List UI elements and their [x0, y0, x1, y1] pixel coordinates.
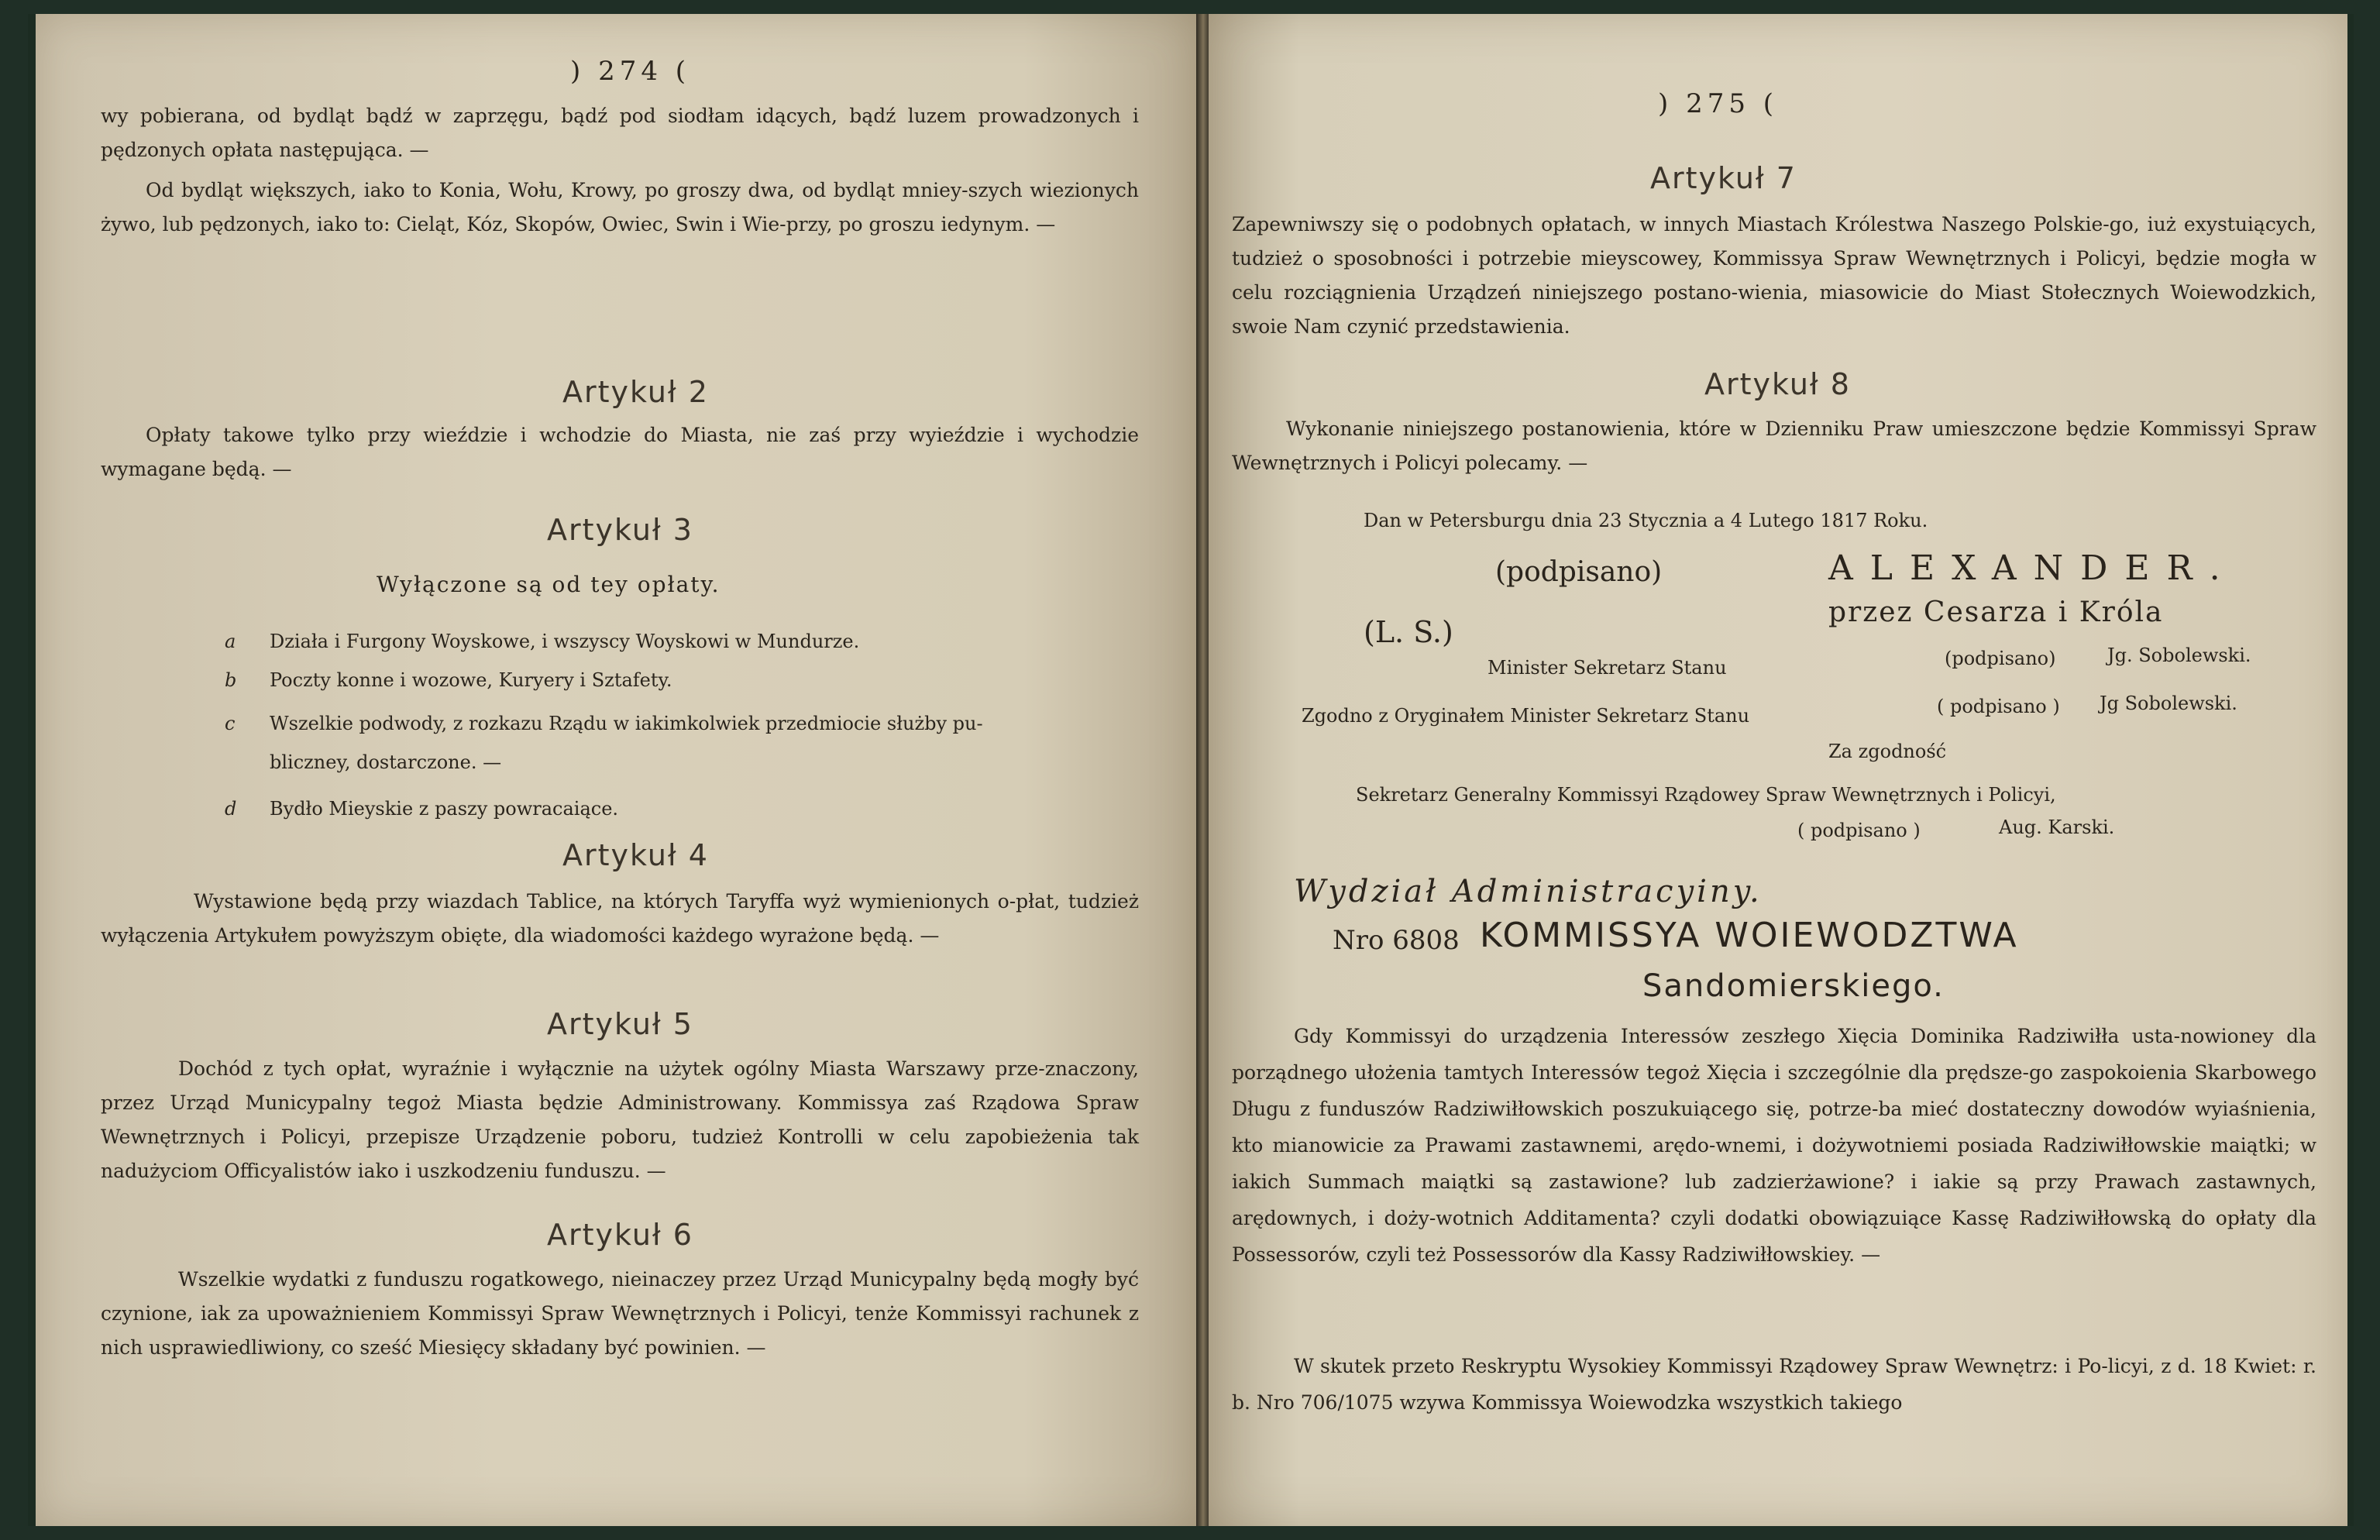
signature-alexander: ALEXANDER.	[1828, 548, 2237, 588]
list-item-text: Działa i Furgony Woyskowe, i wszyscy Woyskowi w Mundurze.	[270, 631, 860, 652]
article-heading: Artykuł 7	[1650, 161, 1797, 195]
za-zgodnosc: Za zgodność	[1828, 741, 1947, 762]
list-item-text: Bydło Mieyskie z paszy powracaiące.	[270, 798, 619, 820]
article-heading: Artykuł 5	[547, 1007, 693, 1041]
list-item	[225, 793, 618, 824]
paragraph: Zapewniwszy się o podobnych opłatach, w innych Miastach Królestwa Naszego Polskie-go, iuż exystuiących, tudzież o sposobności i potrzebie mieyscowey, Kommissya Spraw Wewnętrznych i Policyi, będzie mogła w celu rozciągnienia Urządzeń niniejszego postano-wienia, miasowicie do Miast Stołecznych Woiewodzkich, swoie Nam czynić przedstawienia.	[1232, 213, 2316, 338]
document-subtitle: Sandomierskiego.	[1642, 968, 1945, 1004]
list-item	[225, 665, 672, 696]
article-heading: Artykuł 6	[547, 1218, 693, 1252]
minister-title: Minister Sekretarz Stanu	[1488, 657, 1727, 679]
paragraph: Wykonanie niniejszego postanowienia, które w Dzienniku Praw umieszczone będzie Kommissyi Spraw Wewnętrznych i Policyi polecamy. —	[1232, 418, 2316, 474]
paragraph: Wszelkie wydatki z funduszu rogatkowego, nieinaczey przez Urząd Municypalny będą mogły być czynione, iak za upoważnieniem Kommissyi Spraw Wewnętrznych i Policyi, tenże Kommissyi rachunek z nich usprawiedliwiony, co sześć Miesięcy składany być powinien. —	[101, 1268, 1139, 1359]
paragraph: Od bydląt większych, iako to Konia, Wołu, Krowy, po groszy dwa, od bydląt mniey-szych wiezionych żywo, lub pędzonych, iako to: Cieląt, Kóz, Skopów, Owiec, Swin i Wie-przy, po groszu iedynym. —	[101, 179, 1139, 235]
section-wydzial: Wydział Administracyiny.	[1294, 874, 1763, 909]
article-heading: Artykuł 4	[562, 838, 709, 872]
seal-ls: (L. S.)	[1364, 615, 1453, 649]
list-item-text: Poczty konne i wozowe, Kuryery i Sztafety.	[270, 669, 672, 691]
paragraph: Dochód z tych opłat, wyraźnie i wyłącznie na użytek ogólny Miasta Warszawy prze-znaczony, przez Urząd Municypalny tegoż Miasta będzie Administrowany. Kommissya zaś Rządowa Spraw Wewnętrznych i Policyi, przepisze Urządzenie poboru, tudzież Kontrolli w celu zapobieżenia tak nadużyciom Officyalistów iako i uszkodzeniu funduszu. —	[101, 1057, 1139, 1182]
left-page	[36, 14, 1198, 1526]
document-title: KOMMISSYA WOIEWODZTWA	[1480, 916, 2019, 955]
right-page	[1209, 14, 2347, 1526]
minister-name: Jg. Sobolewski.	[2107, 645, 2251, 666]
minister-signed: (podpisano)	[1945, 648, 2056, 669]
paragraph: Opłaty takowe tylko przy wieździe i wchodzie do Miasta, nie zaś przy wyieździe i wychodzie wymagane będą. —	[101, 424, 1139, 480]
secretary-signed: ( podpisano )	[1797, 820, 1921, 841]
list-item-text: Wszelkie podwody, z rozkazu Rządu w iakimkolwiek przedmiocie służby pu-	[270, 713, 983, 734]
by-emperor: przez Cesarza i Króla	[1828, 596, 2164, 628]
list-item	[225, 747, 501, 778]
list-item-text: bliczney, dostarczone. —	[270, 751, 502, 773]
dated-line: Dan w Petersburgu dnia 23 Stycznia a 4 Lutego 1817 Roku.	[1364, 510, 1928, 531]
paragraph: W skutek przeto Reskryptu Wysokiey Kommissyi Rządowey Spraw Wewnętrz: i Po-licyi, z d. 18 Kwiet: r. b. Nro 706/1075 wzywa Kommissya Woiewodzka wszystkich takiego	[1232, 1355, 2316, 1414]
paragraph: Gdy Kommissyi do urządzenia Interessów zeszłego Xięcia Dominika Radziwiłła usta-nowioney dla porządnego ułożenia tamtych Interessów tegoż Xięcia i szczególnie dla prędsze-go zaspokoienia Skarbowego Długu z funduszów Radziwiłłowskich poszukuiącego się, potrze-ba mieć dostateczny dowodów wyiaśnienia, kto mianowicie za Prawami zastawnemi, arędo-wnemi, i dożywotniemi posiada Radziwiłłowskie maiątki; w iakich Summach maiątki są zastawione? lub zadzierżawione? i iakie są przy Prawach zastawnych, arędownych, i doży-wotnich Additamenta? czyli dodatki obowiązuiące Kassę Radziwiłłowską do opłaty dla Possessorów, czyli też Possessorów dla Kassy Radziwiłłowskiey. —	[1232, 1025, 2316, 1266]
paragraph: wy pobierana, od bydląt bądź w zaprzęgu, bądź pod siodłam idących, bądź luzem prowadzonych i pędzonych opłata następująca. —	[101, 105, 1139, 161]
article-subheading: Wyłączone są od tey opłaty.	[377, 572, 721, 597]
page-number-right: ) 275 (	[1658, 88, 1779, 119]
list-item-label: c	[225, 713, 236, 734]
article-heading: Artykuł 2	[562, 375, 709, 409]
list-item-label: b	[225, 669, 237, 691]
secretary-name: Aug. Karski.	[1999, 816, 2115, 838]
page-number-left: ) 274 (	[570, 56, 691, 87]
conformity-name: Jg Sobolewski.	[2100, 693, 2237, 714]
signed-note: (podpisano)	[1495, 556, 1663, 588]
list-item	[225, 626, 859, 657]
secretary-title: Sekretarz Generalny Kommissyi Rządowey Spraw Wewnętrznych i Policyi,	[1356, 784, 2056, 806]
list-item-label: a	[225, 631, 236, 652]
article-heading: Artykuł 8	[1704, 367, 1851, 401]
article-heading: Artykuł 3	[547, 513, 693, 547]
book-spread	[28, 14, 2354, 1526]
list-item-label: d	[225, 798, 237, 820]
list-item	[225, 708, 983, 739]
nro-label: Nro 6808	[1333, 925, 1460, 956]
conformity-signed: ( podpisano )	[1937, 696, 2060, 717]
paragraph: Wystawione będą przy wiazdach Tablice, na których Taryffa wyż wymienionych o-płat, tudzież wyłączenia Artykułem powyższym obięte, dla wiadomości każdego wyrażone będą. —	[101, 890, 1139, 947]
conformity-line: Zgodno z Oryginałem Minister Sekretarz Stanu	[1302, 705, 1750, 727]
